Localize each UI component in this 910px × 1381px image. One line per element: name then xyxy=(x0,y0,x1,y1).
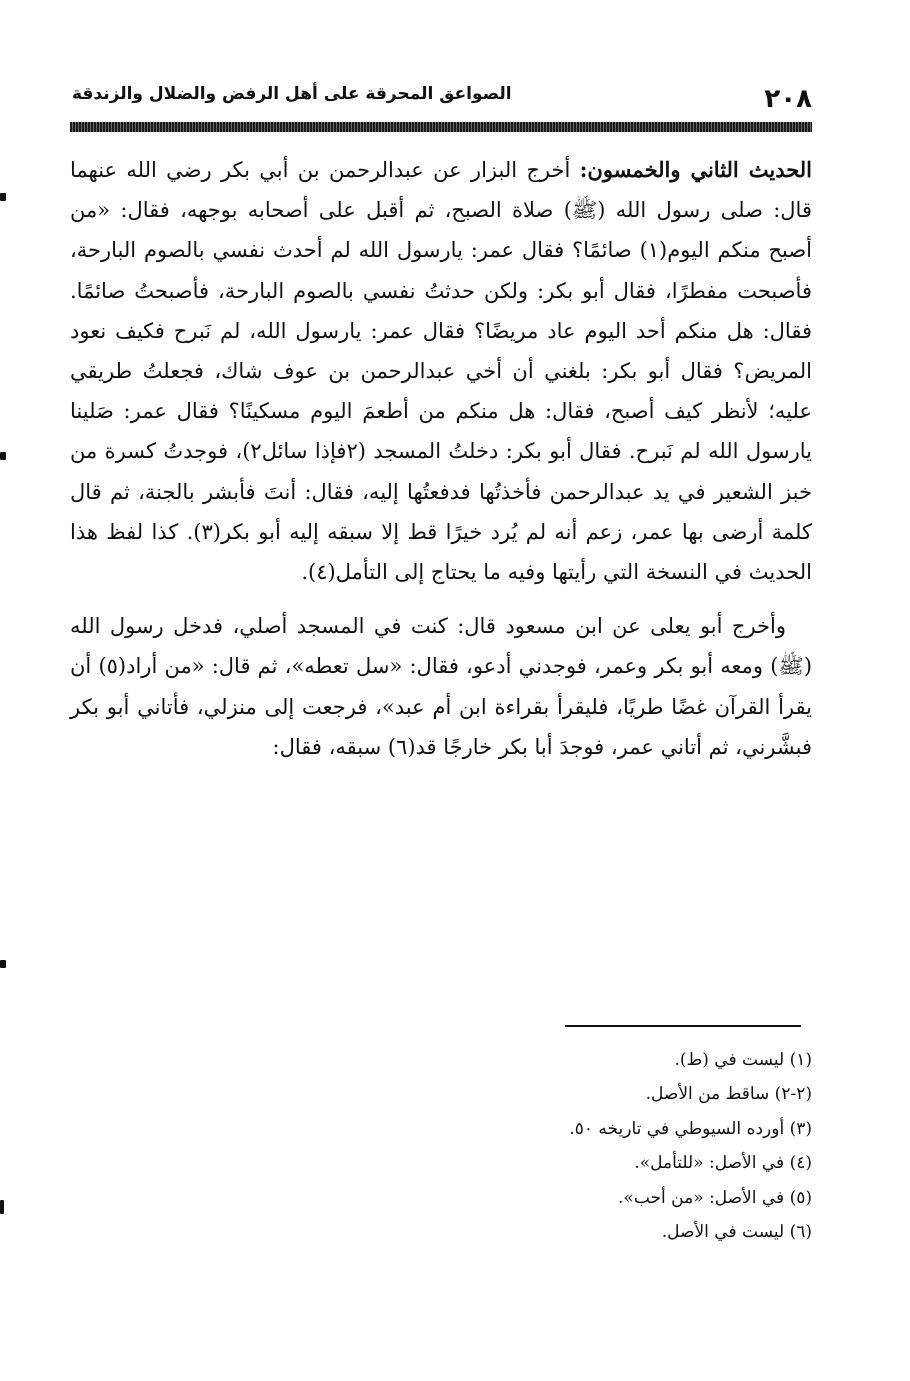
scan-margin-mark xyxy=(0,193,6,201)
paragraph-abu-yala: وأخرج أبو يعلى عن ابن مسعود قال: كنت في المسجد أصلي، فدخل رسول الله (ﷺ) ومعه أبو بكر وعمر، فوجدني أدعو، فقال: «سل تعطه»، ثم قال: «من أراد(٥) أن يقرأ القرآن غضًا طريًا، فليقرأ بقراءة ابن أم عبد»، فرجعت إلى منزلي، فأتاني أبو بكر فبشَّرني، ثم أتاني عمر، فوجدَ أبا بكر خارجًا قد(٦) سبقه، فقال: xyxy=(70,614,813,759)
footnote-5: (٥) في الأصل: «من أحب». xyxy=(618,1187,812,1208)
footnote-separator xyxy=(565,1025,801,1027)
page-number: ٢٠٨ xyxy=(764,84,812,114)
main-text xyxy=(70,150,812,767)
footnote-1: (١) ليست في (ط). xyxy=(674,1050,812,1070)
footnotes xyxy=(320,1043,812,1249)
hadith-heading: الحديث الثاني والخمسون: xyxy=(579,157,813,182)
running-header xyxy=(72,78,812,118)
footnote-2: (٢-٢) ساقط من الأصل. xyxy=(645,1084,812,1105)
scan-margin-mark xyxy=(0,1200,4,1214)
scan-margin-mark xyxy=(0,452,6,460)
footnote-6: (٦) ليست في الأصل. xyxy=(661,1222,812,1243)
paragraph-hadith-52 xyxy=(70,150,812,592)
hadith-text: أخرج البزار عن عبدالرحمن بن أبي بكر رضي الله عنهما قال: صلى رسول الله (ﷺ) صلاة الصبح، ثم أقبل على أصحابه بوجهه، فقال: «من أصبح منكم اليوم(١) صائمًا؟ فقال عمر: يارسول الله لم أحدث نفسي بالصوم البارحة، فأصبحت مفطرًا، فقال أبو بكر: ولكن حدثتُ نفسي بالصوم البارحة، فأصبحتُ صائمًا. فقال: هل منكم أحد اليوم عاد مريضًا؟ فقال عمر: يارسول الله، لم نَبرح فكيف نعود المريض؟ فقال أبو بكر: بلغني أن أخي عبدالرحمن بن عوف شاك، فجعلتُ طريقي عليه؛ لأنظر كيف أصبح، فقال: هل منكم من أطعمَ اليوم مسكينًا؟ فقال عمر: صَلينا يارسول الله لم نَبرح. فقال أبو بكر: دخلتُ المسجد (٢فإذا سائل٢)، فوجدتُ كسرة من خبز الشعير في يد عبدالرحمن فأخذتُها فدفعتُها إليه، فقال: أنتَ فأبشر بالجنة، ثم قال كلمة أرضى بها عمر، زعم أنه لم يُرد خيرًا قط إلا سبقه إليه أبو بكر(٣). كذا لفظ هذا الحديث في النسخة التي رأيتها وفيه ما يحتاج إلى التأمل(٤). xyxy=(70,158,813,585)
footnote-4: (٤) في الأصل: «للتأمل». xyxy=(634,1153,812,1174)
scan-margin-mark xyxy=(0,960,6,968)
book-title: الصواعق المحرقة على أهل الرفض والضلال والزندقة xyxy=(72,84,512,104)
footnote-3: (٣) أورده السيوطي في تاريخه ٥٠. xyxy=(569,1118,812,1139)
header-rule xyxy=(70,122,812,132)
